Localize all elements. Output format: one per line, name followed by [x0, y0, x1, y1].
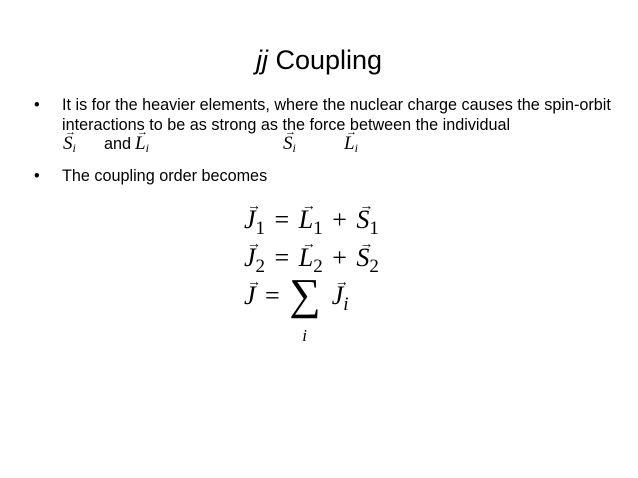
slide-title [0, 44, 638, 76]
bullet-item [34, 96, 624, 156]
sum-term-sub: i [343, 294, 349, 315]
symbol-l-i [135, 134, 149, 158]
summation-index: i [302, 326, 307, 345]
s-subscript: i [72, 141, 76, 155]
plus-sign: + [332, 205, 347, 234]
eq-lhs: → J [244, 205, 256, 235]
l-letter: → L [344, 134, 355, 154]
bullet-text: It is for the heavier elements, where the nuclear charge causes the spin-orbit interactions to be as strong as the force between the individual [62, 96, 611, 134]
equation-block [244, 205, 379, 345]
bullet-list [34, 96, 624, 187]
summation [289, 270, 325, 345]
s-subscript: i [292, 141, 296, 155]
eq-term-s-sub: 1 [369, 218, 379, 239]
sum-term-letter: → J [332, 281, 344, 311]
s-letter: → S [283, 134, 293, 154]
symbol-l-i [344, 134, 358, 158]
bullet-dot: • [34, 167, 40, 185]
eq-lhs: → J [244, 243, 256, 273]
eq-lhs-sub: 2 [255, 256, 266, 277]
bullet-item [34, 167, 624, 187]
inline-symbols-row [62, 134, 624, 156]
l-subscript: i [354, 141, 358, 155]
eq-term-l: → L [299, 243, 313, 273]
and-word: and [104, 135, 132, 153]
equation-j-total [244, 270, 379, 345]
equals-sign: = [274, 243, 290, 272]
equals-sign: = [274, 205, 290, 234]
title-text: Coupling [275, 45, 383, 75]
l-subscript: i [145, 141, 149, 155]
eq-lhs-sub: 1 [255, 218, 266, 239]
plus-sign: + [332, 243, 347, 272]
eq-term-s: → S [356, 205, 369, 235]
eq-lhs: → J [244, 281, 256, 311]
title-italic: jj [255, 45, 268, 75]
sum-term [331, 281, 349, 315]
eq-term-s: → S [356, 243, 369, 273]
summation-sign: ∑ [289, 270, 321, 319]
equals-sign: = [265, 281, 280, 310]
eq-term-l-sub: 1 [313, 218, 323, 239]
l-letter: → L [135, 134, 146, 154]
eq-term-l-sub: 2 [313, 256, 323, 277]
eq-term-s-sub: 2 [369, 256, 379, 277]
symbol-s-i [63, 134, 76, 158]
eq-term-l: → L [299, 205, 313, 235]
s-letter: → S [63, 134, 73, 154]
symbol-s-i [283, 134, 296, 158]
bullet-text: The coupling order becomes [62, 167, 268, 185]
bullet-dot: • [34, 96, 40, 114]
